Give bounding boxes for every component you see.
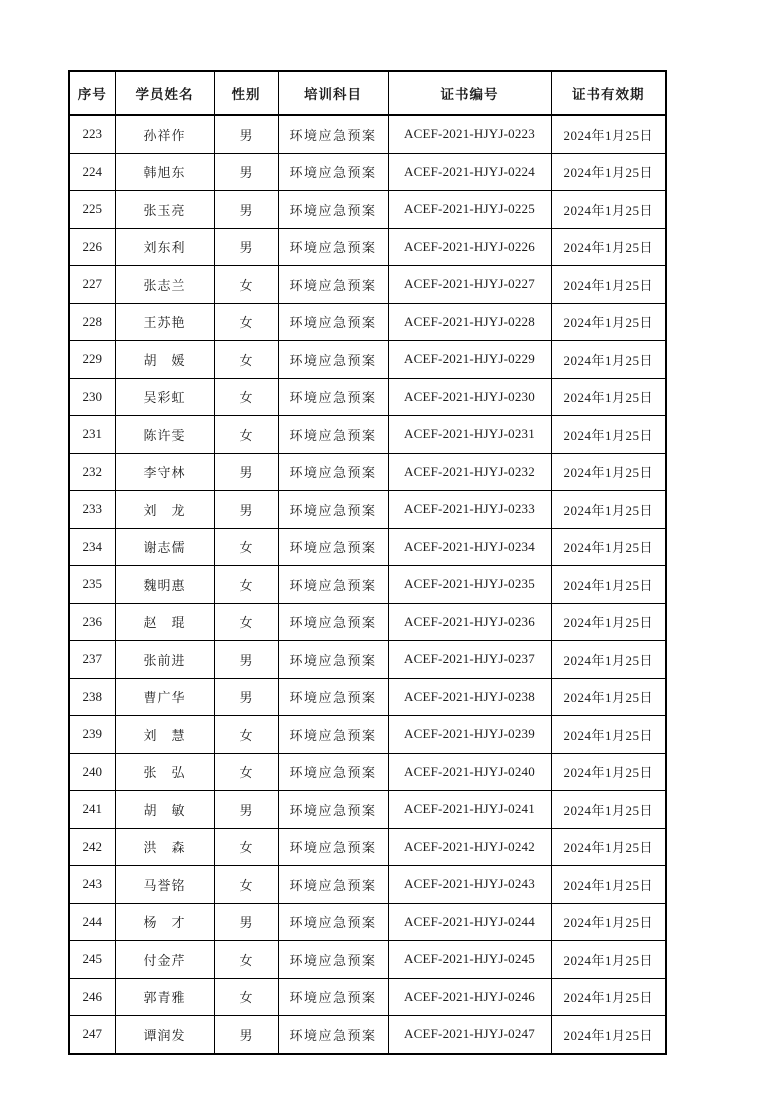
cell-certificate-validity: 2024年1月25日 (551, 378, 666, 416)
cell-student-name: 杨 才 (115, 903, 214, 941)
table-row (69, 566, 666, 604)
cell-training-subject: 环境应急预案 (278, 678, 388, 716)
cell-certificate-number: ACEF-2021-HJYJ-0241 (388, 791, 551, 829)
cell-certificate-validity: 2024年1月25日 (551, 566, 666, 604)
cell-serial-number: 242 (69, 828, 115, 866)
cell-certificate-validity: 2024年1月25日 (551, 266, 666, 304)
table-row (69, 978, 666, 1016)
cell-gender: 男 (214, 903, 278, 941)
cell-serial-number: 230 (69, 378, 115, 416)
cell-training-subject: 环境应急预案 (278, 603, 388, 641)
table-row (69, 191, 666, 229)
cell-certificate-number: ACEF-2021-HJYJ-0242 (388, 828, 551, 866)
cell-student-name: 马誉铭 (115, 866, 214, 904)
table-row (69, 115, 666, 153)
cell-serial-number: 232 (69, 453, 115, 491)
cell-certificate-number: ACEF-2021-HJYJ-0223 (388, 115, 551, 153)
cell-gender: 女 (214, 753, 278, 791)
cell-training-subject: 环境应急预案 (278, 228, 388, 266)
cell-student-name: 张 弘 (115, 753, 214, 791)
table-row (69, 266, 666, 304)
cell-certificate-validity: 2024年1月25日 (551, 978, 666, 1016)
cell-certificate-number: ACEF-2021-HJYJ-0231 (388, 416, 551, 454)
cell-certificate-validity: 2024年1月25日 (551, 641, 666, 679)
table-row (69, 903, 666, 941)
cell-certificate-validity: 2024年1月25日 (551, 453, 666, 491)
cell-serial-number: 234 (69, 528, 115, 566)
cell-certificate-validity: 2024年1月25日 (551, 191, 666, 229)
cell-certificate-validity: 2024年1月25日 (551, 716, 666, 754)
cell-gender: 男 (214, 791, 278, 829)
cell-certificate-validity: 2024年1月25日 (551, 303, 666, 341)
cell-certificate-validity: 2024年1月25日 (551, 1016, 666, 1054)
cell-gender: 男 (214, 115, 278, 153)
cell-gender: 女 (214, 416, 278, 454)
cell-gender: 男 (214, 491, 278, 529)
cell-gender: 女 (214, 528, 278, 566)
cell-training-subject: 环境应急预案 (278, 566, 388, 604)
cell-serial-number: 235 (69, 566, 115, 604)
cell-student-name: 付金芹 (115, 941, 214, 979)
cell-gender: 女 (214, 266, 278, 304)
cell-serial-number: 223 (69, 115, 115, 153)
cell-gender: 女 (214, 303, 278, 341)
table-row (69, 491, 666, 529)
cell-student-name: 谢志儒 (115, 528, 214, 566)
cell-training-subject: 环境应急预案 (278, 641, 388, 679)
cell-gender: 男 (214, 1016, 278, 1054)
cell-training-subject: 环境应急预案 (278, 266, 388, 304)
cell-serial-number: 237 (69, 641, 115, 679)
cell-serial-number: 233 (69, 491, 115, 529)
cell-certificate-number: ACEF-2021-HJYJ-0244 (388, 903, 551, 941)
cell-certificate-number: ACEF-2021-HJYJ-0234 (388, 528, 551, 566)
header-row (69, 71, 666, 115)
cell-certificate-validity: 2024年1月25日 (551, 491, 666, 529)
cell-certificate-number: ACEF-2021-HJYJ-0245 (388, 941, 551, 979)
cell-serial-number: 241 (69, 791, 115, 829)
table-row (69, 941, 666, 979)
table-row (69, 866, 666, 904)
cell-gender: 女 (214, 378, 278, 416)
cell-serial-number: 247 (69, 1016, 115, 1054)
cell-student-name: 刘 慧 (115, 716, 214, 754)
table-row (69, 828, 666, 866)
cell-training-subject: 环境应急预案 (278, 153, 388, 191)
cell-serial-number: 225 (69, 191, 115, 229)
cell-student-name: 刘 龙 (115, 491, 214, 529)
table-row (69, 416, 666, 454)
table-row (69, 753, 666, 791)
cell-student-name: 张前进 (115, 641, 214, 679)
cell-certificate-validity: 2024年1月25日 (551, 416, 666, 454)
cell-serial-number: 224 (69, 153, 115, 191)
cell-gender: 女 (214, 866, 278, 904)
table-row (69, 303, 666, 341)
table-row (69, 378, 666, 416)
cell-training-subject: 环境应急预案 (278, 791, 388, 829)
cell-training-subject: 环境应急预案 (278, 491, 388, 529)
cell-student-name: 洪 森 (115, 828, 214, 866)
cell-serial-number: 226 (69, 228, 115, 266)
cell-training-subject: 环境应急预案 (278, 115, 388, 153)
cell-student-name: 吴彩虹 (115, 378, 214, 416)
cell-gender: 女 (214, 566, 278, 604)
cell-certificate-number: ACEF-2021-HJYJ-0247 (388, 1016, 551, 1054)
cell-student-name: 陈许雯 (115, 416, 214, 454)
cell-student-name: 赵 琨 (115, 603, 214, 641)
table-row (69, 528, 666, 566)
cell-certificate-validity: 2024年1月25日 (551, 603, 666, 641)
cell-serial-number: 231 (69, 416, 115, 454)
cell-certificate-number: ACEF-2021-HJYJ-0224 (388, 153, 551, 191)
cell-certificate-number: ACEF-2021-HJYJ-0226 (388, 228, 551, 266)
cell-training-subject: 环境应急预案 (278, 716, 388, 754)
cell-gender: 女 (214, 828, 278, 866)
cell-serial-number: 239 (69, 716, 115, 754)
cell-serial-number: 244 (69, 903, 115, 941)
cell-student-name: 魏明惠 (115, 566, 214, 604)
cell-gender: 男 (214, 678, 278, 716)
cell-student-name: 孙祥作 (115, 115, 214, 153)
cell-serial-number: 228 (69, 303, 115, 341)
cell-serial-number: 246 (69, 978, 115, 1016)
cell-training-subject: 环境应急预案 (278, 416, 388, 454)
cell-certificate-number: ACEF-2021-HJYJ-0238 (388, 678, 551, 716)
cell-serial-number: 245 (69, 941, 115, 979)
cell-gender: 女 (214, 978, 278, 1016)
cell-serial-number: 236 (69, 603, 115, 641)
cell-training-subject: 环境应急预案 (278, 453, 388, 491)
cell-serial-number: 240 (69, 753, 115, 791)
cell-certificate-validity: 2024年1月25日 (551, 528, 666, 566)
cell-student-name: 胡 敏 (115, 791, 214, 829)
cell-certificate-validity: 2024年1月25日 (551, 153, 666, 191)
certificate-table (68, 70, 667, 1055)
cell-certificate-validity: 2024年1月25日 (551, 678, 666, 716)
cell-training-subject: 环境应急预案 (278, 378, 388, 416)
cell-certificate-number: ACEF-2021-HJYJ-0229 (388, 341, 551, 379)
table-row (69, 228, 666, 266)
cell-certificate-number: ACEF-2021-HJYJ-0225 (388, 191, 551, 229)
header-student-name: 学员姓名 (115, 71, 214, 115)
cell-certificate-number: ACEF-2021-HJYJ-0235 (388, 566, 551, 604)
cell-certificate-number: ACEF-2021-HJYJ-0243 (388, 866, 551, 904)
cell-student-name: 曹广华 (115, 678, 214, 716)
table-row (69, 641, 666, 679)
cell-certificate-validity: 2024年1月25日 (551, 828, 666, 866)
cell-gender: 男 (214, 641, 278, 679)
header-serial-number: 序号 (69, 71, 115, 115)
cell-training-subject: 环境应急预案 (278, 303, 388, 341)
cell-certificate-number: ACEF-2021-HJYJ-0246 (388, 978, 551, 1016)
cell-certificate-number: ACEF-2021-HJYJ-0239 (388, 716, 551, 754)
table-header (69, 71, 666, 115)
cell-student-name: 张玉亮 (115, 191, 214, 229)
cell-gender: 女 (214, 603, 278, 641)
cell-training-subject: 环境应急预案 (278, 978, 388, 1016)
cell-student-name: 胡 媛 (115, 341, 214, 379)
cell-student-name: 郭青雅 (115, 978, 214, 1016)
cell-certificate-validity: 2024年1月25日 (551, 903, 666, 941)
header-certificate-number: 证书编号 (388, 71, 551, 115)
table-row (69, 153, 666, 191)
cell-gender: 男 (214, 153, 278, 191)
cell-certificate-validity: 2024年1月25日 (551, 791, 666, 829)
cell-certificate-number: ACEF-2021-HJYJ-0230 (388, 378, 551, 416)
cell-certificate-number: ACEF-2021-HJYJ-0232 (388, 453, 551, 491)
cell-training-subject: 环境应急预案 (278, 828, 388, 866)
cell-certificate-validity: 2024年1月25日 (551, 115, 666, 153)
table-row (69, 453, 666, 491)
cell-serial-number: 243 (69, 866, 115, 904)
table-row (69, 678, 666, 716)
cell-student-name: 李守林 (115, 453, 214, 491)
table-row (69, 603, 666, 641)
cell-certificate-number: ACEF-2021-HJYJ-0233 (388, 491, 551, 529)
table-row (69, 716, 666, 754)
header-certificate-validity: 证书有效期 (551, 71, 666, 115)
cell-certificate-number: ACEF-2021-HJYJ-0237 (388, 641, 551, 679)
cell-certificate-validity: 2024年1月25日 (551, 866, 666, 904)
cell-training-subject: 环境应急预案 (278, 941, 388, 979)
cell-student-name: 王苏艳 (115, 303, 214, 341)
cell-certificate-validity: 2024年1月25日 (551, 228, 666, 266)
table-row (69, 791, 666, 829)
cell-training-subject: 环境应急预案 (278, 528, 388, 566)
cell-gender: 男 (214, 453, 278, 491)
cell-training-subject: 环境应急预案 (278, 866, 388, 904)
table-row (69, 341, 666, 379)
cell-serial-number: 227 (69, 266, 115, 304)
cell-certificate-number: ACEF-2021-HJYJ-0236 (388, 603, 551, 641)
cell-certificate-validity: 2024年1月25日 (551, 941, 666, 979)
cell-certificate-number: ACEF-2021-HJYJ-0240 (388, 753, 551, 791)
cell-training-subject: 环境应急预案 (278, 753, 388, 791)
cell-training-subject: 环境应急预案 (278, 1016, 388, 1054)
table-body (69, 115, 666, 1054)
cell-gender: 女 (214, 341, 278, 379)
cell-training-subject: 环境应急预案 (278, 341, 388, 379)
cell-student-name: 谭润发 (115, 1016, 214, 1054)
cell-training-subject: 环境应急预案 (278, 191, 388, 229)
cell-certificate-number: ACEF-2021-HJYJ-0227 (388, 266, 551, 304)
header-training-subject: 培训科目 (278, 71, 388, 115)
cell-gender: 男 (214, 228, 278, 266)
cell-certificate-number: ACEF-2021-HJYJ-0228 (388, 303, 551, 341)
cell-serial-number: 229 (69, 341, 115, 379)
cell-student-name: 刘东利 (115, 228, 214, 266)
cell-training-subject: 环境应急预案 (278, 903, 388, 941)
cell-gender: 女 (214, 941, 278, 979)
cell-gender: 男 (214, 191, 278, 229)
header-gender: 性别 (214, 71, 278, 115)
cell-student-name: 韩旭东 (115, 153, 214, 191)
cell-serial-number: 238 (69, 678, 115, 716)
cell-certificate-validity: 2024年1月25日 (551, 341, 666, 379)
table-row (69, 1016, 666, 1054)
cell-certificate-validity: 2024年1月25日 (551, 753, 666, 791)
cell-gender: 女 (214, 716, 278, 754)
cell-student-name: 张志兰 (115, 266, 214, 304)
